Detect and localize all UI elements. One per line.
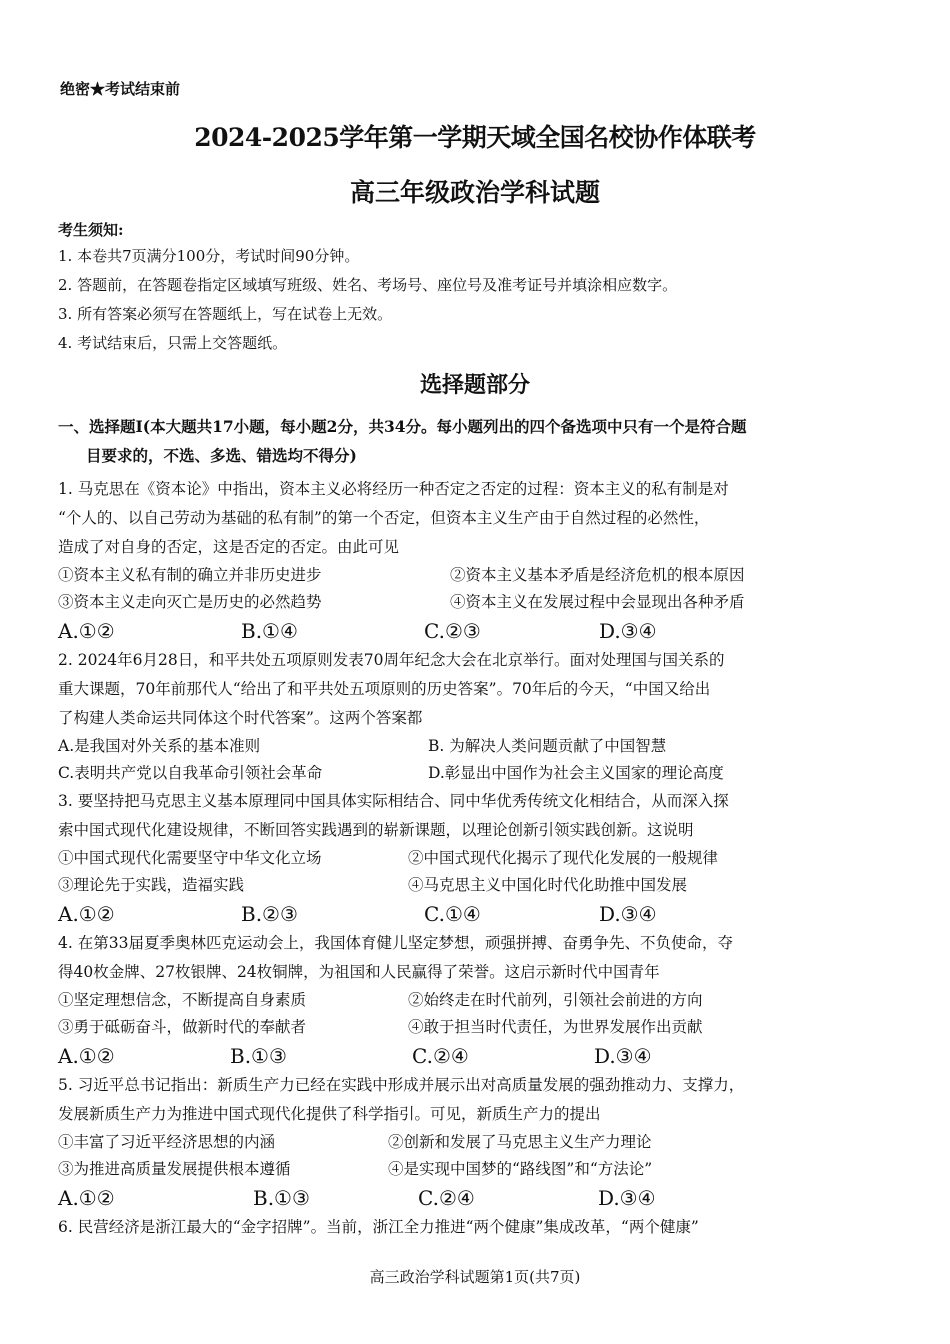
answer-option: ④马克思主义中国化时代化助推中国发展 [408, 876, 688, 894]
notice-item: 1. 本卷共7页满分100分，考试时间90分钟。 [58, 247, 360, 265]
option-row [58, 562, 898, 589]
answer-option: C.表明共产党以自我革命引领社会革命 [58, 764, 323, 782]
answer-choice: C.②③ [424, 619, 481, 643]
answer-choice: B.①④ [241, 619, 298, 643]
answer-choice: B.①③ [230, 1044, 287, 1068]
question-stem-line: 6. 民营经济是浙江最大的“金字招牌”。当前，浙江全力推进“两个健康”集成改革，“两个健康” [58, 1218, 699, 1236]
answer-choice: A.①② [58, 1044, 115, 1068]
notice-item: 2. 答题前，在答题卷指定区域填写班级、姓名、考场号、座位号及准考证号并填涂相应数字。 [58, 276, 678, 294]
question-stem-line: 5. 习近平总书记指出：新质生产力已经在实践中形成并展示出对高质量发展的强劲推动力、支撑力， [58, 1076, 745, 1094]
answer-choice: B.①③ [253, 1186, 310, 1210]
question-stem-line: 1. 马克思在《资本论》中指出，资本主义必将经历一种否定之否定的过程：资本主义的私有制是对 [58, 480, 729, 498]
confidential-label: 绝密★考试结束前 [60, 80, 181, 98]
exam-subtitle: 高三年级政治学科试题 [349, 178, 600, 207]
answer-option: ①中国式现代化需要坚守中华文化立场 [58, 849, 322, 867]
question-stem-line: 重大课题，70年前那代人“给出了和平共处五项原则的历史答案”。70年后的今天，“中国又给出 [58, 680, 711, 698]
notice-item: 4. 考试结束后，只需上交答题纸。 [58, 334, 288, 352]
answer-choice: B.②③ [241, 902, 298, 926]
option-row [58, 1014, 898, 1041]
notice-item: 3. 所有答案必须写在答题纸上，写在试卷上无效。 [58, 305, 393, 323]
option-row [58, 987, 898, 1014]
answer-option: ①资本主义私有制的确立并非历史进步 [58, 566, 322, 584]
question-4 [58, 929, 898, 1071]
question-stem-line: 得40枚金牌、27枚银牌、24枚铜牌，为祖国和人民赢得了荣誉。这启示新时代中国青年 [58, 963, 660, 981]
answer-option: ③勇于砥砺奋斗，做新时代的奉献者 [58, 1018, 307, 1036]
answer-choice: C.②④ [418, 1186, 475, 1210]
answer-choice: A.①② [58, 619, 115, 643]
question-stem-line: 2. 2024年6月28日，和平共处五项原则发表70周年纪念大会在北京举行。面对处理国与国关系的 [58, 651, 725, 669]
option-row [58, 1129, 898, 1156]
question-3 [58, 787, 898, 929]
answer-choice: D.③④ [594, 1044, 652, 1068]
question-1 [58, 475, 898, 646]
answer-choice: D.③④ [598, 1186, 656, 1210]
option-row [58, 1156, 898, 1183]
answer-option: B. 为解决人类问题贡献了中国智慧 [428, 737, 667, 755]
question-stem-line: 了构建人类命运共同体这个时代答案”。这两个答案都 [58, 709, 423, 727]
answer-option: ①坚定理想信念，不断提高自身素质 [58, 991, 307, 1009]
candidate-notice [58, 218, 898, 358]
answer-choice: A.①② [58, 1186, 115, 1210]
answer-option: ②中国式现代化揭示了现代化发展的一般规律 [408, 849, 719, 867]
answer-option: ②创新和发展了马克思主义生产力理论 [388, 1133, 652, 1151]
question-stem-line: 4. 在第33届夏季奥林匹克运动会上，我国体育健儿坚定梦想，顽强拼搏、奋勇争先、不负使命，夺 [58, 934, 733, 952]
option-row [58, 845, 898, 872]
answer-choices [58, 1041, 898, 1071]
answer-option: A.是我国对外关系的基本准则 [58, 737, 261, 755]
question-6 [58, 1213, 898, 1242]
answer-option: ②始终走在时代前列，引领社会前进的方向 [408, 991, 703, 1009]
answer-choice: C.①④ [424, 902, 481, 926]
question-2 [58, 646, 898, 787]
question-list [58, 475, 898, 1242]
option-row [58, 872, 898, 899]
section-instruction [58, 412, 898, 470]
exam-title: 2024-2025学年第一学期天域全国名校协作体联考 [194, 123, 756, 152]
answer-option: ②资本主义基本矛盾是经济危机的根本原因 [450, 566, 745, 584]
question-stem-line: 造成了对自身的否定，这是否定的否定。由此可见 [58, 538, 400, 556]
answer-option: ③理论先于实践，造福实践 [58, 876, 245, 894]
answer-option: ④是实现中国梦的“路线图”和“方法论” [388, 1160, 653, 1178]
answer-option: ④资本主义在发展过程中会显现出各种矛盾 [450, 593, 745, 611]
instruction-line: 一、选择题Ⅰ(本大题共17小题，每小题2分，共34分。每小题列出的四个备选项中只有一个是符合题 [58, 417, 747, 436]
instruction-line: 目要求的，不选、多选、错选均不得分) [86, 446, 357, 465]
option-row [58, 589, 898, 616]
section-title: 选择题部分 [419, 372, 530, 398]
option-row [58, 760, 898, 787]
answer-choices [58, 899, 898, 929]
option-row [58, 733, 898, 760]
question-stem-line: 发展新质生产力为推进中国式现代化提供了科学指引。可见，新质生产力的提出 [58, 1105, 601, 1123]
answer-option: ③资本主义走向灭亡是历史的必然趋势 [58, 593, 322, 611]
question-5 [58, 1071, 898, 1213]
answer-choice: D.③④ [599, 619, 657, 643]
answer-choices [58, 616, 898, 646]
answer-choice: C.②④ [412, 1044, 469, 1068]
notice-heading: 考生须知: [58, 221, 124, 239]
answer-option: ③为推进高质量发展提供根本遵循 [58, 1160, 291, 1178]
question-stem-line: 索中国式现代化建设规律，不断回答实践遇到的崭新课题，以理论创新引领实践创新。这说明 [58, 821, 694, 839]
answer-choices [58, 1183, 898, 1213]
answer-option: D.彰显出中国作为社会主义国家的理论高度 [428, 764, 724, 782]
answer-option: ①丰富了习近平经济思想的内涵 [58, 1133, 276, 1151]
answer-choice: D.③④ [599, 902, 657, 926]
question-stem-line: 3. 要坚持把马克思主义基本原理同中国具体实际相结合、同中华优秀传统文化相结合，从而深入探 [58, 792, 729, 810]
page-footer: 高三政治学科试题第1页(共7页) [369, 1268, 581, 1286]
answer-option: ④敢于担当时代责任，为世界发展作出贡献 [408, 1018, 703, 1036]
question-stem-line: “个人的、以自己劳动为基础的私有制”的第一个否定，但资本主义生产由于自然过程的必然性， [58, 509, 710, 527]
answer-choice: A.①② [58, 902, 115, 926]
